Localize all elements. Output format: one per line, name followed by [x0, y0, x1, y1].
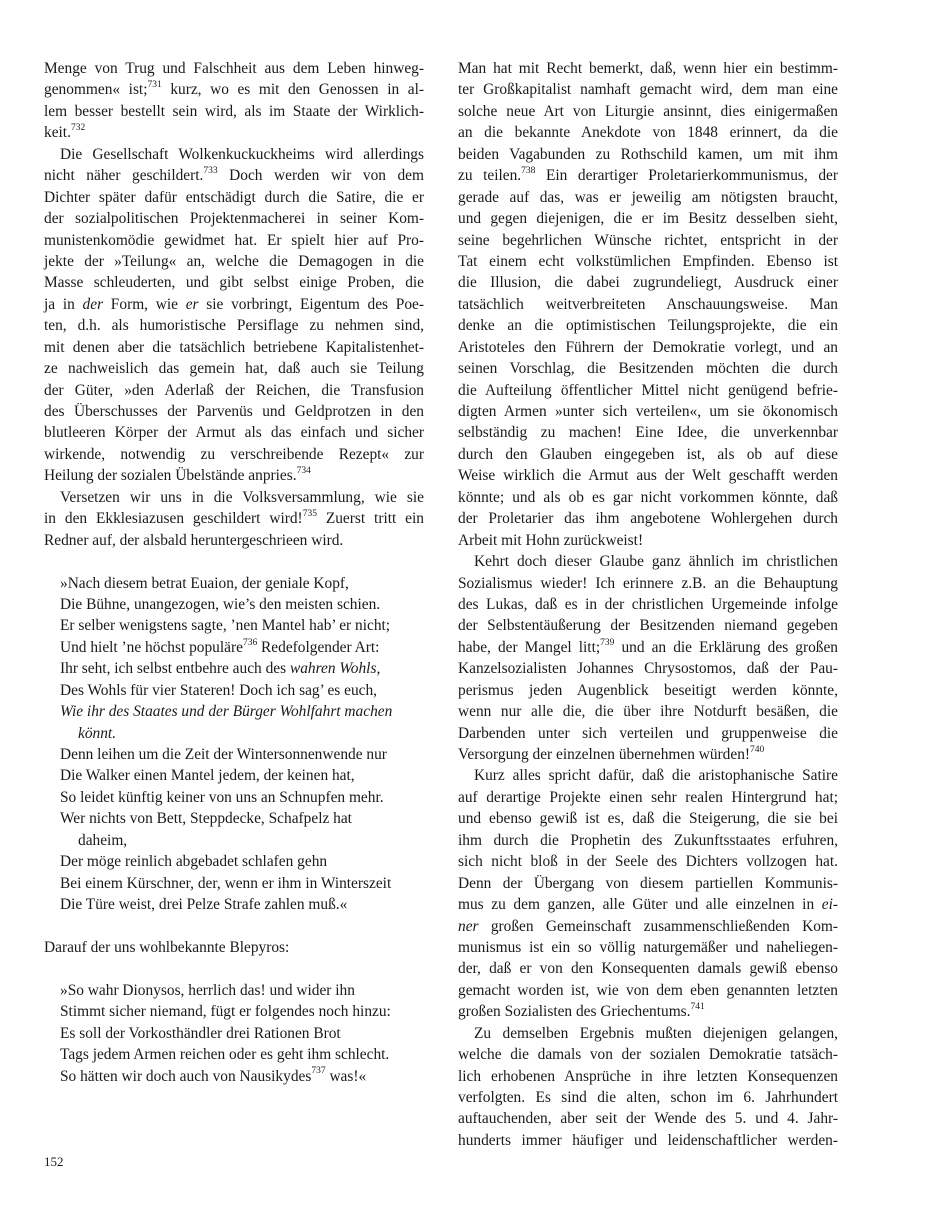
- text-line: [44, 315, 424, 336]
- text-line: [458, 937, 838, 958]
- text-line: [458, 487, 838, 508]
- verse-line: [44, 744, 424, 765]
- text-segment: ten, d.h. als humoristische Persiflage zu nehmen sind,: [44, 317, 424, 335]
- footnote-ref: 739: [600, 637, 615, 648]
- text-segment: ter Großkapitalist namhaft gemacht wird, dem man eine: [458, 81, 838, 99]
- text-segment: Bei einem Kürschner, der, wenn er ihm in Winterszeit: [60, 874, 392, 892]
- text-segment: jekte der »Teilung« an, welche die Demagogen in die: [44, 252, 424, 270]
- verse-line: [44, 830, 424, 851]
- verse-line: [44, 1066, 424, 1087]
- text-segment: Redefolgender Art:: [257, 638, 380, 656]
- text-segment: wenn nur alle die, die über ihre Notdurft besäßen, die: [458, 703, 838, 721]
- text-segment: gemacht worden ist, wie von dem eben genannten letzten: [458, 981, 838, 999]
- text-segment: Tat einem echt volkstümlichen Empfinden. Ebenso ist: [458, 252, 838, 270]
- text-segment: Stimmt sicher niemand, fügt er folgendes noch hinzu:: [60, 1003, 391, 1021]
- verse-line: [44, 658, 424, 679]
- text-segment: durch den Glauben eingegeben ist, als ob auf diese: [458, 445, 838, 463]
- footnote-ref: 736: [242, 637, 258, 648]
- text-segment: »Nach diesem betrat Euaion, der geniale Kopf,: [60, 574, 349, 592]
- italic-text: ner: [458, 917, 479, 935]
- text-line: [44, 187, 424, 208]
- footnote-ref: 731: [147, 80, 162, 91]
- text-line: [44, 401, 424, 422]
- text-line: [458, 1044, 838, 1065]
- text-line: [458, 916, 838, 937]
- text-segment: ze nachweislich das gemein hat, daß auch sie Teilung: [44, 360, 424, 378]
- text-segment: Arbeit mit Hohn zurückweist!: [458, 531, 644, 549]
- text-segment: Redner auf, der alsbald heruntergeschrieen wird.: [44, 531, 344, 549]
- text-line: [458, 465, 838, 486]
- text-line: [458, 444, 838, 465]
- text-line: [44, 380, 424, 401]
- text-line: [458, 272, 838, 293]
- italic-text: Wie ihr des Staates und der Bürger Wohlfahrt machen: [60, 703, 393, 721]
- text-segment: auftauchenden, aber seit der Wende des 5. und 4. Jahr-: [458, 1110, 838, 1128]
- text-segment: in den Ekklesiazusen geschildert wird!: [44, 510, 303, 528]
- text-line: [44, 230, 424, 251]
- italic-text: könnt.: [78, 724, 117, 742]
- text-segment: Es soll der Vorkosthändler drei Rationen Brot: [60, 1024, 341, 1042]
- text-line: [458, 380, 838, 401]
- text-segment: So hätten wir doch auch von Nausikydes: [60, 1067, 312, 1085]
- italic-text: wahren Wohls,: [289, 660, 381, 678]
- text-line: [458, 958, 838, 979]
- footnote-ref: 733: [203, 166, 218, 177]
- text-line: [458, 894, 838, 915]
- text-segment: Man hat mit Recht bemerkt, daß, wenn hier ein bestimm-: [458, 60, 838, 77]
- text-line: [44, 337, 424, 358]
- text-segment: und gegen diejenigen, die er im Besitz desselben sieht,: [458, 210, 838, 228]
- text-line: [458, 680, 838, 701]
- text-segment: solche neue Art von Liturgie ansinnt, dies einigermaßen: [458, 102, 838, 120]
- text-line: [458, 830, 838, 851]
- text-line: [458, 787, 838, 808]
- text-line: [458, 701, 838, 722]
- text-line: [44, 465, 424, 486]
- text-segment: großen Sozialisten des Griechentums.: [458, 1003, 691, 1021]
- text-line: [458, 594, 838, 615]
- text-segment: verfolgten. Es sind die alten, schon im 6. Jahrhundert: [458, 1089, 838, 1106]
- text-segment: seine begehrlichen Wünsche richtet, entspricht in der: [458, 231, 838, 249]
- text-segment: des Überschusses der Parvenüs und Geldprotzen in den: [44, 403, 424, 420]
- text-segment: Weise wirklich die Armut aus der Welt geschafft werden: [458, 467, 838, 485]
- text-line: [458, 744, 838, 765]
- footnote-ref: 737: [311, 1066, 326, 1077]
- verse-line: [44, 1001, 424, 1022]
- footnote-ref: 734: [296, 466, 311, 477]
- text-segment: was!«: [325, 1067, 367, 1085]
- text-line: [44, 79, 424, 100]
- text-segment: welche die damals von der sozialen Demokratie tatsäch-: [458, 1046, 838, 1064]
- text-segment: ihm durch die Prophetin des Zukunftsstaates erfuhren,: [458, 831, 838, 849]
- text-line: [458, 315, 838, 336]
- text-line: [458, 1023, 838, 1044]
- text-line: [458, 79, 838, 100]
- text-segment: Ihr seht, ich selbst entbehre auch des: [60, 660, 290, 678]
- text-segment: seinen Vorschlag, die Besitzenden möchten die durch: [458, 360, 838, 378]
- italic-text: der: [82, 295, 104, 313]
- text-line: [44, 144, 424, 165]
- verse-line: [44, 701, 424, 722]
- text-segment: Die Türe weist, drei Pelze Strafe zahlen muß.«: [60, 896, 348, 914]
- verse-line: [44, 765, 424, 786]
- text-line: [458, 1130, 838, 1151]
- text-segment: Kurz alles spricht dafür, daß die aristophanische Satire: [474, 767, 838, 785]
- text-line: [44, 272, 424, 293]
- text-line: [44, 937, 424, 958]
- text-segment: Masse schleuderten, und gibt selbst einige Proben, die: [44, 274, 424, 292]
- text-segment: daheim,: [78, 831, 128, 849]
- text-segment: Aristoteles den Führern der Demokratie vorlegt, und an: [458, 338, 838, 356]
- text-segment: mus zu dem ganzen, alle Güter und alle einzelnen in: [458, 896, 822, 914]
- text-segment: Heilung der sozialen Übelstände anpries.: [44, 467, 297, 485]
- verse-line: [44, 680, 424, 701]
- text-segment: beiden Vagabunden zu Rothschild kamen, um mit ihm: [458, 145, 838, 163]
- text-line: [44, 444, 424, 465]
- text-line: [458, 208, 838, 229]
- verse-line: [44, 1023, 424, 1044]
- page-number: 152: [44, 1154, 64, 1169]
- text-segment: Ein derartiger Proletarierkommunismus, der: [535, 167, 838, 185]
- text-line: [458, 1066, 838, 1087]
- text-segment: Doch werden wir von dem: [217, 167, 424, 185]
- text-segment: des Lukas, daß es in der christlichen Urgemeinde infolge: [458, 595, 838, 613]
- text-line: [458, 1108, 838, 1129]
- text-line: [458, 508, 838, 529]
- text-segment: Die Walker einen Mantel jedem, der keinen hat,: [60, 767, 355, 785]
- left-column-text: [44, 58, 424, 1087]
- text-segment: großen Gemeinschaft zusammenschließenden Kom-: [478, 917, 838, 935]
- verse-line: [44, 851, 424, 872]
- text-line: [458, 808, 838, 829]
- text-line: [458, 873, 838, 894]
- text-segment: Tags jedem Armen reichen oder es geht ihm schlecht.: [60, 1046, 390, 1064]
- text-segment: sie vorbringt, Eigentum des Poe-: [198, 295, 424, 313]
- text-line: [44, 101, 424, 122]
- text-segment: der Proletarier das ihm angebotene Wohlergehen durch: [458, 510, 838, 528]
- verse-line: [44, 808, 424, 829]
- text-line: [44, 422, 424, 443]
- verse-line: [44, 573, 424, 594]
- text-segment: an die bekannte Anekdote von 1848 erinnert, da die: [458, 124, 838, 142]
- text-segment: der, daß er von den Konsequenten damals gewiß ebenso: [458, 960, 838, 978]
- text-line: [458, 530, 838, 551]
- text-segment: blutleeren Körper der Armut als das einfach und sicher: [44, 424, 424, 442]
- text-segment: Die Bühne, unangezogen, wie’s den meisten schien.: [60, 595, 381, 613]
- right-column-text: [458, 58, 838, 1151]
- footnote-ref: 735: [302, 509, 317, 520]
- text-segment: wirkende, notwendig zu verschreibende Rezept« zur: [44, 445, 424, 463]
- right-column: [458, 58, 838, 1151]
- text-line: [458, 294, 838, 315]
- text-line: [458, 637, 838, 658]
- footnote-ref: 740: [750, 744, 765, 755]
- blank-line: [44, 958, 424, 979]
- text-segment: tatsächlich weitverbreiteten Anschauungsweise. Man: [458, 295, 838, 313]
- text-segment: Wer nichts von Bett, Steppdecke, Schafpelz hat: [60, 810, 352, 828]
- text-segment: ja in: [44, 295, 83, 313]
- text-segment: munismus ist ein so völlig naturgemäßer und naheliegen-: [458, 938, 838, 956]
- footnote-ref: 732: [70, 123, 86, 134]
- text-line: [458, 422, 838, 443]
- text-segment: Versetzen wir uns in die Volksversammlung, wie sie: [60, 488, 424, 506]
- text-line: [458, 723, 838, 744]
- text-line: [44, 122, 424, 143]
- verse-line: [44, 1044, 424, 1065]
- text-segment: sich nicht bloß in der Seele des Dichters vollzogen hat.: [458, 853, 838, 871]
- text-line: [458, 658, 838, 679]
- text-segment: perismus jeden Augenblick beseitigt werden könnte,: [458, 681, 838, 699]
- text-line: [458, 980, 838, 1001]
- blank-line: [44, 916, 424, 937]
- text-line: [458, 358, 838, 379]
- text-segment: munistenkomödie gewidmet hat. Er spielt hier auf Pro-: [44, 231, 424, 249]
- text-line: [458, 1001, 838, 1022]
- text-segment: Denn leihen um die Zeit der Wintersonnenwende nur: [60, 746, 387, 763]
- text-line: [458, 230, 838, 251]
- text-segment: der sozialpolitischen Projektenmacherei in seiner Kom-: [44, 210, 424, 228]
- text-line: [458, 165, 838, 186]
- text-line: [458, 251, 838, 272]
- text-segment: lich erhobenen Ansprüche in ihre letzten Konsequenzen: [458, 1067, 838, 1085]
- text-line: [44, 487, 424, 508]
- verse-line: [44, 873, 424, 894]
- text-line: [458, 851, 838, 872]
- text-line: [458, 337, 838, 358]
- text-segment: digten Armen »unter sich verteilen«, um sie ökonomisch: [458, 403, 838, 420]
- text-segment: genommen« ist;: [44, 81, 148, 99]
- footnote-ref: 738: [521, 166, 536, 177]
- text-segment: könnte; und als ob es gar nicht vorkommen könnte, daß: [458, 488, 838, 506]
- text-segment: Die Gesellschaft Wolkenkuckuckheims wird allerdings: [60, 145, 424, 163]
- text-segment: auf derartige Projekte einen sehr realen Hintergrund hat;: [458, 788, 838, 806]
- text-line: [44, 358, 424, 379]
- text-line: [458, 101, 838, 122]
- text-line: [44, 165, 424, 186]
- text-segment: hunderts immer häufiger und leidenschaftlicher werden-: [458, 1131, 838, 1149]
- verse-line: [44, 894, 424, 915]
- text-segment: selbständig zu machen! Eine Idee, die unverkennbar: [458, 424, 838, 442]
- text-line: [44, 208, 424, 229]
- text-line: [458, 144, 838, 165]
- text-segment: zu teilen.: [458, 167, 522, 185]
- text-segment: Darauf der uns wohlbekannte Blepyros:: [44, 938, 290, 956]
- text-segment: denke an die optimistischen Teilungsprojekte, die ein: [458, 317, 838, 335]
- text-segment: der Güter, »den Aderlaß der Reichen, die Transfusion: [44, 381, 424, 399]
- text-line: [458, 551, 838, 572]
- text-segment: Des Wohls für vier Stateren! Doch ich sag’ es euch,: [60, 681, 378, 699]
- italic-text: ei-: [821, 896, 838, 914]
- text-segment: Darbenden unter sich verteilen und gruppenweise die: [458, 724, 838, 742]
- verse-line: [44, 594, 424, 615]
- text-line: [44, 251, 424, 272]
- text-line: [458, 187, 838, 208]
- text-segment: und an die Erklärung des großen: [614, 638, 838, 656]
- text-segment: der Selbstentäußerung der Besitzenden niemand gegeben: [458, 617, 838, 635]
- text-segment: Menge von Trug und Falschheit aus dem Leben hinweg-: [44, 60, 424, 77]
- verse-line: [44, 980, 424, 1001]
- text-line: [458, 1087, 838, 1108]
- text-segment: Denn der Übergang von diesem partiellen Kommunis-: [458, 874, 838, 892]
- left-column: [44, 58, 424, 1087]
- text-line: [44, 294, 424, 315]
- verse-line: [44, 723, 424, 744]
- text-segment: Zuerst tritt ein: [316, 510, 424, 528]
- text-segment: die Illusion, die dabei zugrundeliegt, Ausdruck einer: [458, 274, 838, 292]
- text-segment: gerade auf das, was er jeweilig am nötigsten braucht,: [458, 188, 838, 206]
- text-segment: Zu demselben Ergebnis mußten diejenigen gelangen,: [474, 1024, 838, 1042]
- text-segment: Der möge reinlich abgebadet schlafen gehn: [60, 853, 328, 871]
- text-segment: lem besser bestellt sein wird, als im Staate der Wirklich-: [44, 102, 424, 120]
- italic-text: er: [185, 295, 199, 313]
- verse-line: [44, 787, 424, 808]
- text-line: [44, 58, 424, 79]
- verse-line: [44, 637, 424, 658]
- text-segment: Kanzelsozialisten Johannes Chrysostomos, daß der Pau-: [458, 660, 838, 678]
- text-line: [44, 530, 424, 551]
- text-segment: die Aufteilung öffentlicher Mittel nicht genügend befrie-: [458, 381, 838, 399]
- text-line: [458, 573, 838, 594]
- text-line: [44, 508, 424, 529]
- footnote-ref: 741: [690, 1002, 705, 1013]
- text-segment: und ebenso gewiß ist es, daß die Steigerung, die sie bei: [458, 810, 838, 828]
- text-segment: Kehrt doch dieser Glaube ganz ähnlich im christlichen: [474, 553, 838, 571]
- text-segment: »So wahr Dionysos, herrlich das! und wider ihn: [60, 981, 355, 999]
- text-segment: Form, wie: [103, 295, 186, 313]
- text-line: [458, 615, 838, 636]
- text-segment: Dichter später dafür entschädigt durch die Satire, die er: [44, 188, 424, 206]
- text-segment: So leidet künftig keiner von uns an Schnupfen mehr.: [60, 788, 384, 806]
- text-segment: nicht näher geschildert.: [44, 167, 204, 185]
- text-line: [458, 58, 838, 79]
- text-segment: Er selber wenigstens sagte, ’nen Mantel hab’ er nicht;: [60, 617, 391, 635]
- text-segment: mit denen aber die tatsächlich betriebene Kapitalistenhet-: [44, 338, 424, 356]
- text-segment: keit.: [44, 124, 71, 142]
- text-segment: habe, der Mangel litt;: [458, 638, 601, 656]
- text-segment: Versorgung der einzelnen übernehmen würden!: [458, 746, 751, 763]
- text-segment: kurz, wo es mit den Genossen in al-: [161, 81, 424, 99]
- verse-line: [44, 615, 424, 636]
- text-line: [458, 122, 838, 143]
- text-segment: Und hielt ’ne höchst populäre: [60, 638, 243, 656]
- text-line: [458, 765, 838, 786]
- text-segment: Sozialismus wieder! Ich erinnere z.B. an die Behauptung: [458, 574, 838, 592]
- blank-line: [44, 551, 424, 572]
- text-line: [458, 401, 838, 422]
